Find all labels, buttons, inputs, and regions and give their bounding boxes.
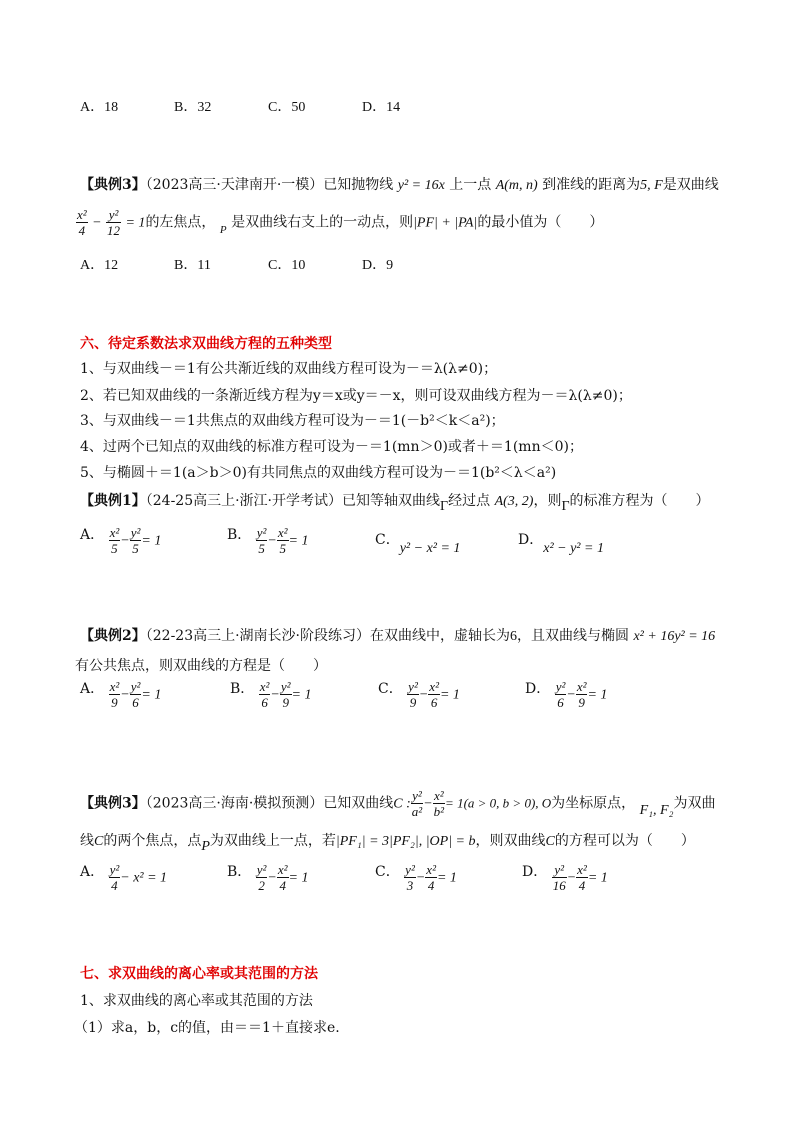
section-seven-item-2: （1）求a，b，c的值，由＝＝1＋直接求e. bbox=[74, 1020, 340, 1036]
text: 到准线的距离为 bbox=[542, 177, 641, 193]
option-b: B． $\frac{\text{y²}}{5}$ − $\frac{\text{x²}}{5}$ = 1 bbox=[227, 525, 309, 556]
option-a: A． $\frac{\text{x²}}{9}$ − $\frac{\text{y²}}{6}$ = 1 bbox=[80, 679, 162, 710]
relation: |PF₁| = 3|PF₂|, |OP| = b bbox=[335, 834, 476, 849]
text: 已知双曲线 bbox=[323, 795, 394, 812]
example3b-stem: 【典例3】（2023高三·海南·模拟预测）已知双曲线C : $\frac{\text{y²}}{\text{a²}}$ − $\frac{\text{x²}}{\text{b²}}$ = 1(a > 0, b > 0), O为坐标原点， F₁, F₂为双曲 bbox=[80, 788, 716, 819]
foci: F₁, F₂ bbox=[639, 802, 674, 818]
text: 经过点 bbox=[448, 493, 491, 509]
example-source: （2023高三·海南·模拟预测） bbox=[145, 795, 324, 812]
expression: |PF| + |PA| bbox=[413, 215, 478, 231]
section-six-item-2: 2、若已知双曲线的一条渐近线方程为y＝x或y＝－x，则可设双曲线方程为－＝λ(λ≠0)； bbox=[80, 388, 632, 404]
example2-options bbox=[80, 679, 680, 719]
example2-stem bbox=[80, 625, 715, 645]
option-a: A． $\frac{\text{y²}}{4}$ − x² = 1 bbox=[80, 862, 168, 893]
text: 的左焦点， bbox=[145, 214, 216, 231]
example-tag: 【典例2】 bbox=[80, 628, 146, 644]
section-six-item-5: 5、与椭圆＋＝1(a＞b＞0)有共同焦点的双曲线方程可设为－＝1(b²＜λ＜a²) bbox=[80, 465, 557, 481]
text: 在双曲线中，虚轴长为 bbox=[370, 628, 511, 644]
ellipse-equation: x² + 16y² = 16 bbox=[633, 629, 716, 644]
option-b: B． $\frac{\text{y²}}{2}$ − $\frac{\text{x²}}{4}$ = 1 bbox=[227, 862, 309, 893]
option-b: B．32 bbox=[174, 100, 212, 115]
text: 的标准方程为（ ） bbox=[569, 493, 710, 509]
text: 是双曲线 bbox=[662, 177, 719, 193]
example1-stem bbox=[80, 490, 710, 514]
option-d: D．x² − y² = 1 bbox=[518, 532, 604, 556]
example-source: （22-23高三上·湖南长沙·阶段练习） bbox=[145, 628, 371, 644]
fraction: $\frac{\text{x²}}{4}$ bbox=[77, 207, 87, 238]
option-d: D． $\frac{\text{y²}}{16}$ − $\frac{\text{x²}}{4}$ = 1 bbox=[522, 862, 608, 893]
example3b-line2: 线C的两个焦点，点P为双曲线上一点，若|PF₁| = 3|PF₂|, |OP| = b，则双曲线C的方程可以为（ ） bbox=[80, 833, 695, 854]
text: 已知抛物线 bbox=[323, 177, 394, 193]
option-c: C． $\frac{\text{y²}}{3}$ − $\frac{\text{x²}}{4}$ = 1 bbox=[375, 862, 457, 893]
point-a: A(m, n) bbox=[495, 178, 538, 193]
section-six-title: 六、待定系数法求双曲线方程的五种类型 bbox=[80, 336, 332, 352]
gamma: Γ bbox=[561, 499, 570, 514]
gamma: Γ bbox=[440, 499, 449, 514]
example2-line2: 有公共焦点，则双曲线的方程是（ ） bbox=[75, 658, 327, 674]
example3b-options bbox=[80, 862, 680, 902]
option-d: D．14 bbox=[362, 100, 401, 115]
text: 已知等轴双曲线 bbox=[342, 493, 441, 509]
option-a: A． $\frac{\text{x²}}{5}$ − $\frac{\text{y²}}{5}$ = 1 bbox=[80, 525, 162, 556]
text: 上一点 bbox=[449, 177, 492, 193]
example3a-line1 bbox=[80, 174, 719, 194]
point-a: A(3, 2) bbox=[494, 494, 534, 509]
example1-options bbox=[80, 525, 640, 565]
section-six-item-4: 4、过两个已知点的双曲线的标准方程可设为－＝1(mn＞0)或者＋＝1(mn＜0)； bbox=[80, 439, 583, 455]
section-seven-item-1: 1、求双曲线的离心率或其范围的方法 bbox=[80, 993, 313, 1009]
option-c: C． $\frac{\text{y²}}{9}$ − $\frac{\text{x²}}{6}$ = 1 bbox=[378, 679, 460, 710]
example3a-line2: $\frac{\text{x²}}{4}$ − $\frac{\text{y²}}{12}$ = 1的左焦点， $_P$ 是双曲线右支上的一动点，则|PF| + |PA|的最小值为（ ） bbox=[77, 207, 604, 238]
text: ，且双曲线与椭圆 bbox=[517, 628, 630, 644]
value: 6 bbox=[510, 629, 518, 644]
text: 为坐标原点， bbox=[551, 795, 636, 812]
condition: = 1(a > 0, b > 0), O bbox=[445, 795, 552, 811]
example-tag: 【典例3】 bbox=[80, 177, 146, 193]
option-c: C．50 bbox=[268, 100, 306, 115]
example-tag: 【典例1】 bbox=[80, 493, 146, 509]
fraction: $\frac{\text{y²}}{12}$ bbox=[107, 207, 121, 238]
curve-c: C : bbox=[393, 796, 411, 812]
section-seven-title: 七、求双曲线的离心率或其范围的方法 bbox=[80, 966, 318, 982]
distance: 5, F bbox=[640, 178, 663, 193]
example-source: （2023高三·天津南开·一模） bbox=[145, 177, 324, 193]
option-a: A．12 bbox=[80, 258, 119, 273]
section-six-item-3: 3、与双曲线－＝1共焦点的双曲线方程可设为－＝1(－b²＜k＜a²)； bbox=[80, 413, 505, 429]
option-a: A．18 bbox=[80, 100, 119, 115]
option-b: B．11 bbox=[174, 258, 211, 273]
example-source: （24-25高三上·浙江·开学考试） bbox=[145, 493, 343, 509]
option-d: D． $\frac{\text{y²}}{6}$ − $\frac{\text{x²}}{9}$ = 1 bbox=[525, 679, 608, 710]
text: 是双曲线右支上的一动点，则 bbox=[231, 214, 414, 231]
text: ，则 bbox=[533, 493, 562, 509]
example-tag: 【典例3】 bbox=[80, 795, 146, 812]
point-p: P bbox=[219, 223, 227, 236]
option-c: C．y² − x² = 1 bbox=[375, 532, 461, 556]
option-c: C．10 bbox=[268, 258, 306, 273]
equals: = 1 bbox=[125, 215, 146, 231]
text: 为双曲 bbox=[673, 795, 716, 812]
parabola-equation: y² = 16x bbox=[397, 178, 445, 193]
section-six-item-1: 1、与双曲线－＝1有公共渐近线的双曲线方程可设为－＝λ(λ≠0)； bbox=[80, 361, 498, 377]
text: 的最小值为（ ） bbox=[477, 214, 604, 231]
option-b: B． $\frac{\text{x²}}{6}$ − $\frac{\text{y²}}{9}$ = 1 bbox=[230, 679, 312, 710]
option-d: D．9 bbox=[362, 258, 394, 273]
